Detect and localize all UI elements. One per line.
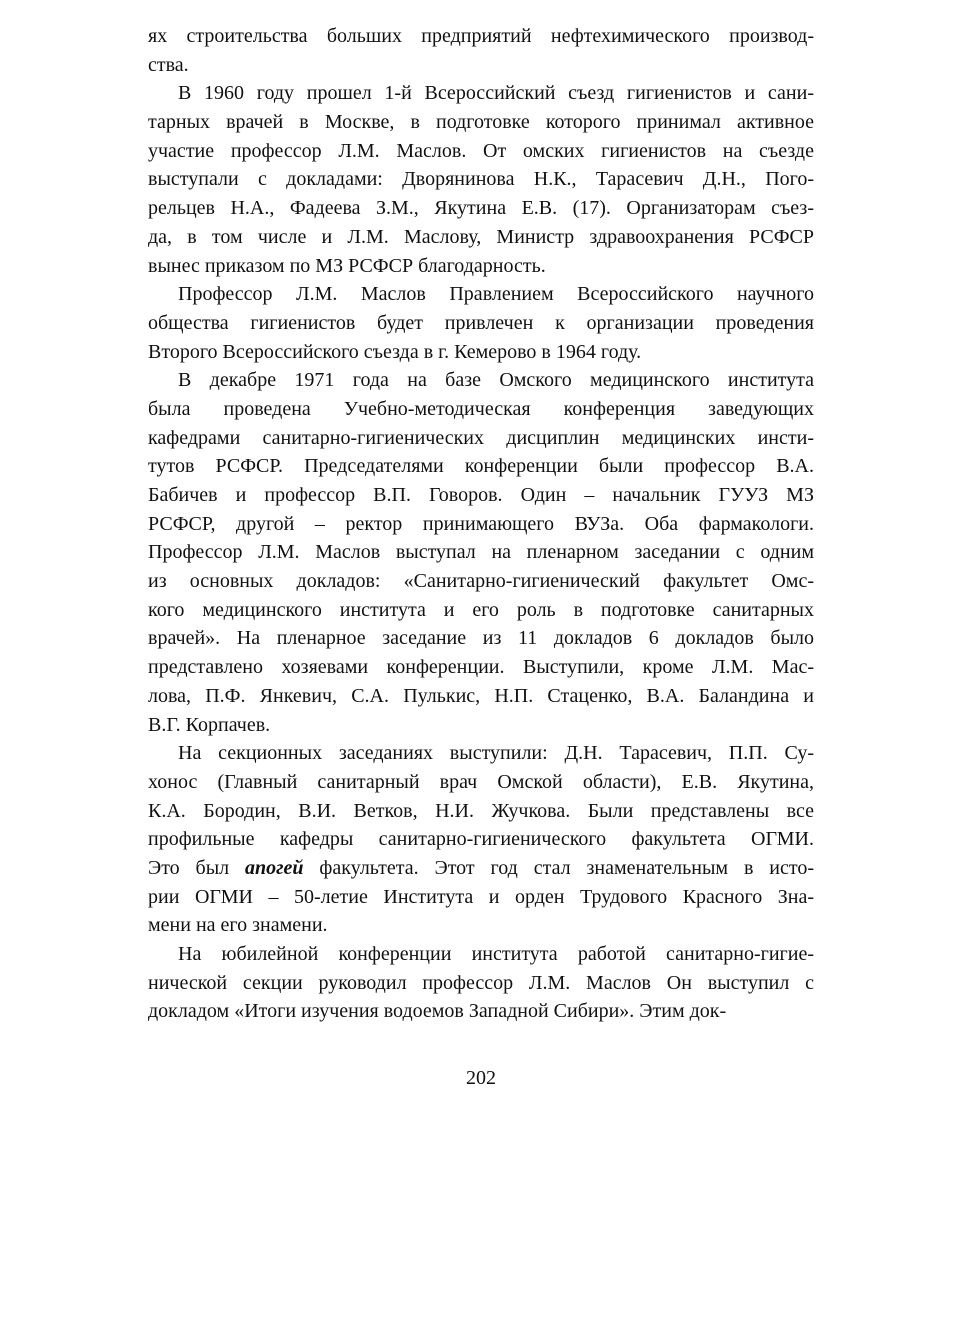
text-line: выступали с докладами: Дворянинова Н.К., Тарасевич Д.Н., Пого- [148,168,814,191]
text-line: нической секции руководил профессор Л.М. Маслов Он выступил с [148,971,814,994]
text-line: докладом «Итоги изучения водоемов Западной Сибири». Этим док- [148,1000,727,1023]
text-line: тутов РСФСР. Председателями конференции были профессор В.А. [148,455,814,478]
text-line: На секционных заседаниях выступили: Д.Н. Тарасевич, П.П. Су- [178,742,814,765]
text-line: кого медицинского института и его роль в подготовке санитарных [148,598,814,621]
emphasis-word: апогей [245,856,304,879]
text-line: Это был апогей факультета. Этот год стал знаменательным в исто- [148,856,814,879]
text-line: из основных докладов: «Санитарно-гигиенический факультет Омс- [148,570,814,593]
text-line: мени на его знамени. [148,914,328,937]
text-line: общества гигиенистов будет привлечен к организации проведения [148,311,814,334]
text-line: профильные кафедры санитарно-гигиенического факультета ОГМИ. [148,828,814,851]
text-line: кафедрами санитарно-гигиенических дисциплин медицинских инсти- [148,426,814,449]
text-line: представлено хозяевами конференции. Выступили, кроме Л.М. Мас- [148,656,814,679]
text-line: тарных врачей в Москве, в подготовке которого принимал активное [148,111,814,134]
paragraph [148,22,814,79]
text-line: ях строительства больших предприятий нефтехимического производ- [148,25,814,47]
text-line: В.Г. Корпачев. [148,713,271,736]
text-line: Бабичев и профессор В.П. Говоров. Один – начальник ГУУЗ МЗ [148,484,814,506]
paragraph [148,940,814,1026]
body-text [148,22,814,1026]
text-line: На юбилейной конференции института работой санитарно-гигие- [178,943,814,965]
text-line: рельцев Н.А., Фадеева З.М., Якутина Е.В. (17). Организаторам съез- [148,197,814,220]
text-line: Профессор Л.М. Маслов выступал на пленарном заседании с одним [148,541,814,564]
text-line: В декабре 1971 года на базе Омского медицинского института [178,369,814,392]
paragraph [148,280,814,366]
paragraph [148,366,814,739]
text-line: врачей». На пленарное заседание из 11 докладов 6 докладов было [148,627,814,650]
text-line: вынес приказом по МЗ РСФСР благодарность. [148,254,546,277]
text-line: да, в том числе и Л.М. Маслову, Министр здравоохранения РСФСР [148,225,814,248]
text-line: лова, П.Ф. Янкевич, С.А. Пулькис, Н.П. Стаценко, В.А. Баландина и [148,684,814,707]
text-line: была проведена Учебно-методическая конференция заведующих [148,397,814,420]
text-line: рии ОГМИ – 50-летие Института и орден Трудового Красного Зна- [148,885,814,908]
page-number: 202 [466,1067,496,1089]
text-line: ства. [148,53,189,76]
text-line: хонос (Главный санитарный врач Омской области), Е.В. Якутина, [148,770,814,793]
text-line: участие профессор Л.М. Маслов. От омских гигиенистов на съезде [148,139,814,162]
text-line: РСФСР, другой – ректор принимающего ВУЗа. Оба фармакологи. [148,512,814,535]
paragraph [148,739,814,940]
text-line: Профессор Л.М. Маслов Правлением Всероссийского научного [178,283,814,306]
paragraph [148,79,814,280]
text-line: В 1960 году прошел 1-й Всероссийский съезд гигиенистов и сани- [178,82,814,105]
text-line: Второго Всероссийского съезда в г. Кемерово в 1964 году. [148,340,642,363]
text-line: К.А. Бородин, В.И. Ветков, Н.И. Жучкова. Были представлены все [148,799,814,822]
